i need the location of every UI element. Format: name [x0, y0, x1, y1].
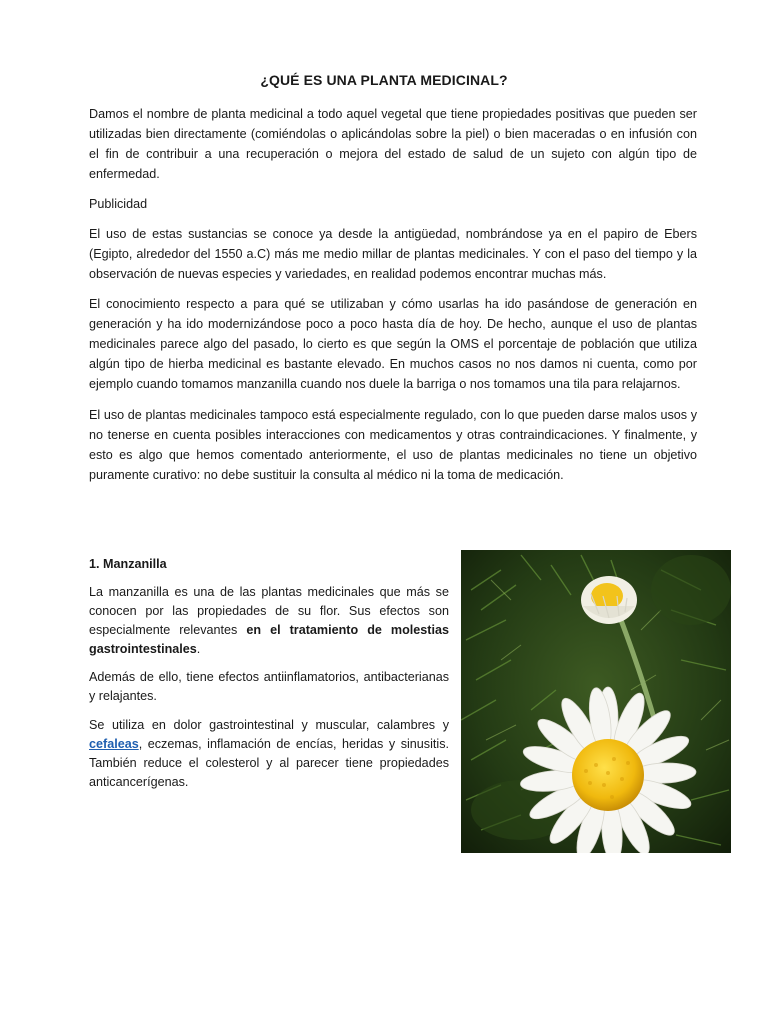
intro-paragraph: Damos el nombre de planta medicinal a todo aquel vegetal que tiene propiedades positivas que pueden ser utilizadas bien directamente (comiéndolas o aplicándolas sobre la piel) o bien maceradas o en infusión con el fin de contribuir a una recuperación o mejora del estado de salud de un sujeto con algún tipo de enfermedad. [89, 107, 697, 181]
chamomile-paragraph-1 [89, 583, 449, 659]
ad-label: Publicidad [89, 197, 148, 211]
chamomile-paragraph-3 [89, 716, 449, 792]
chamomile-uses-rest: , eczemas, inflamación de encías, heridas y sinusitis. También reduce el colesterol y al parecer tiene propiedades anticancerígenas. [89, 737, 449, 789]
knowledge-paragraph: El conocimiento respecto a para qué se utilizaban y cómo usarlas ha ido pasándose de generación en generación y ha ido modernizándose poco a poco hasta día de hoy. De hecho, aunque el uso de plantas medicinales parece algo del pasado, lo cierto es que según la OMS el porcentaje de población que utiliza algún tipo de hierba medicinal es bastante elevado. En muchos casos no nos damos ni cuenta, como por ejemplo cuando tomamos manzanilla cuando nos duele la barriga o nos tomamos una tila para relajarnos. [89, 297, 697, 391]
history-paragraph: El uso de estas sustancias se conoce ya desde la antigüedad, nombrándose ya en el papiro de Ebers (Egipto, alrededor del 1550 a.C) más me medio millar de plantas medicinales. Y con el paso del tiempo y la observación de nuevas especies y variedades, en realidad podemos encontrar muchas más. [89, 227, 697, 281]
section-heading: 1. Manzanilla [89, 557, 167, 571]
chamomile-paragraph-2: Además de ello, tiene efectos antiinflamatorios, antibacterianas y relajantes. [89, 670, 449, 703]
chamomile-uses-text: Se utiliza en dolor gastrointestinal y muscular, calambres y [89, 718, 449, 732]
chamomile-photo [461, 550, 731, 853]
chamomile-text: La manzanilla es una de las plantas medicinales que más se conocen por las propiedades de su flor. Sus efectos son especialmente relevantes [89, 585, 449, 637]
chamomile-bold-text: en el tratamiento de molestias gastrointestinales [89, 623, 450, 656]
cefaleas-link[interactable]: cefaleas [89, 737, 139, 751]
regulation-paragraph: El uso de plantas medicinales tampoco está especialmente regulado, con lo que pueden darse malos usos y no tenerse en cuenta posibles interacciones con medicamentos y otras contraindicaciones. Y finalmente, y esto es algo que hemos comentado anteriormente, el uso de plantas medicinales no tiene un objetivo puramente curativo: no debe sustituir la consulta al médico ni la toma de medicación. [89, 408, 697, 482]
chamomile-period: . [196, 642, 201, 656]
page-title: ¿QUÉ ES UNA PLANTA MEDICINAL? [260, 72, 508, 88]
